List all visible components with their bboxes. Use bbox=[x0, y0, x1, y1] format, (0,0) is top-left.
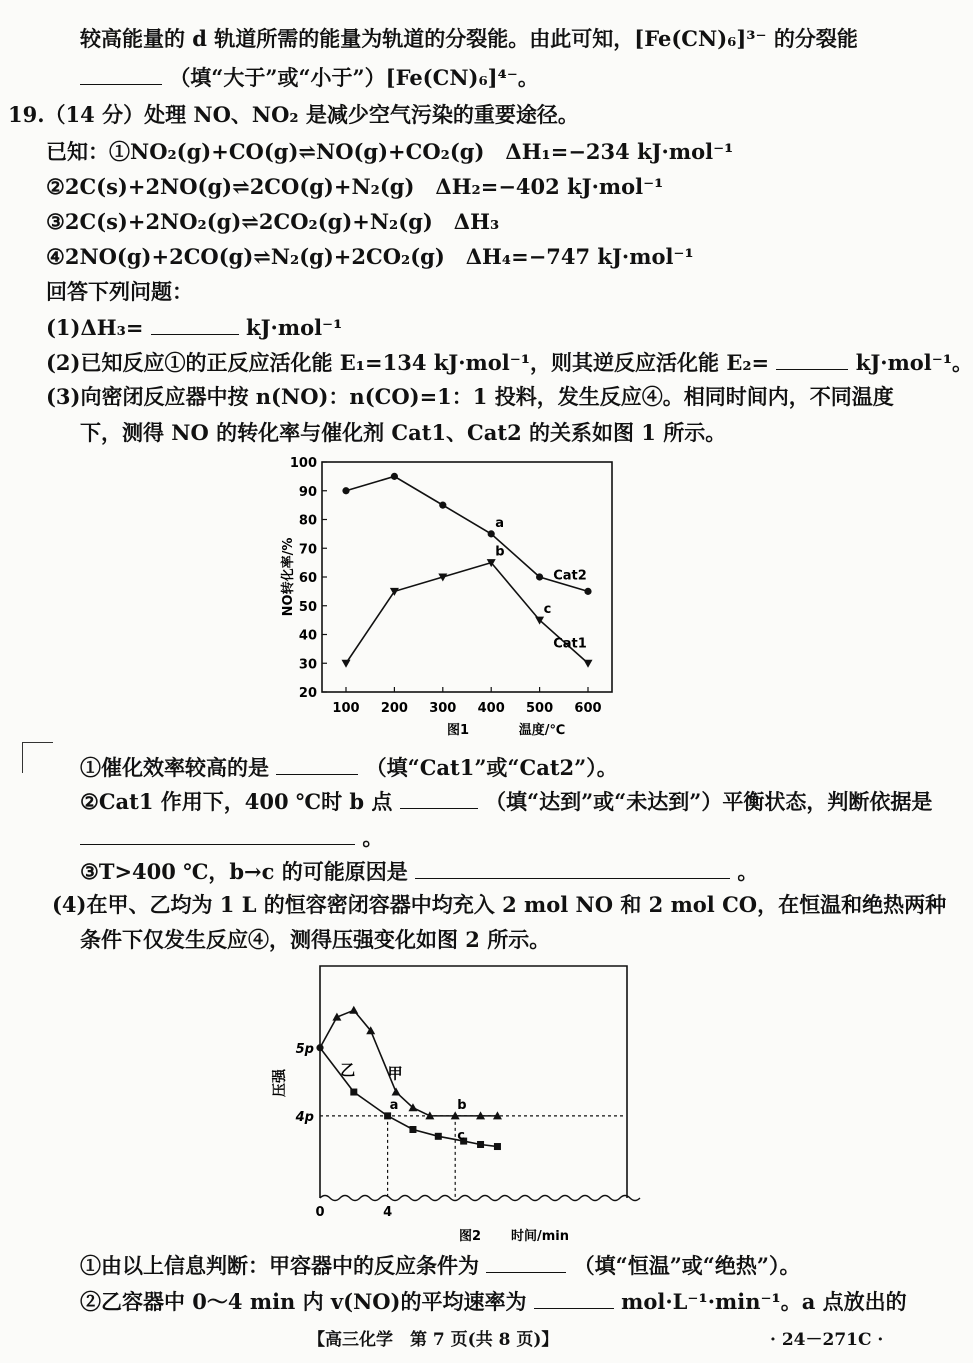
page-footer: 【高三化学 第 7 页(共 8 页)】 bbox=[308, 1330, 559, 1350]
text-span: kJ·mol⁻¹ bbox=[246, 315, 343, 340]
text-line: 回答下列问题： bbox=[46, 279, 193, 304]
answer-blank[interactable] bbox=[80, 62, 162, 85]
question-19-title: 19.（14 分）处理 NO、NO₂ 是减少空气污染的重要途径。 bbox=[8, 102, 579, 127]
x-axis-label: 温度/℃ bbox=[518, 723, 566, 738]
x-tick-label: 4 bbox=[383, 1205, 393, 1220]
data-point bbox=[392, 1088, 401, 1096]
series-label: Cat1 bbox=[553, 636, 587, 652]
data-point bbox=[391, 473, 398, 480]
text-span: ③T>400 ℃，b→c 的可能原因是 bbox=[80, 859, 408, 884]
answer-blank[interactable] bbox=[534, 1286, 614, 1309]
text-span: ①催化效率较高的是 bbox=[80, 755, 269, 780]
answer-blank[interactable] bbox=[486, 1250, 566, 1273]
text-span: （填“Cat1”或“Cat2”）。 bbox=[365, 755, 618, 780]
y-tick-label: 20 bbox=[298, 686, 317, 701]
page-corner-mark bbox=[22, 742, 53, 773]
question-3-3 bbox=[80, 856, 758, 887]
y-tick-label: 60 bbox=[298, 571, 317, 586]
equation-4: ④2NO(g)+2CO(g)⇌N₂(g)+2CO₂(g) ΔH₄=−747 kJ·mol⁻¹ bbox=[46, 244, 694, 269]
answer-blank[interactable] bbox=[80, 822, 355, 845]
data-point bbox=[584, 588, 591, 595]
data-point bbox=[488, 530, 495, 537]
text-span: 。 bbox=[362, 825, 384, 850]
figure-2-chart bbox=[262, 958, 632, 1248]
text-span: 。 bbox=[737, 859, 759, 884]
data-point bbox=[494, 1143, 501, 1150]
x-tick-label: 500 bbox=[526, 701, 554, 716]
text-span: （填“大于”或“小于”）[Fe(CN)₆]⁴⁻。 bbox=[169, 65, 539, 90]
y-tick-label: 50 bbox=[298, 599, 317, 615]
x-tick-label: 300 bbox=[429, 701, 457, 716]
point-label: c bbox=[457, 1128, 465, 1144]
series-line-Cat1 bbox=[346, 563, 588, 664]
point-label: b bbox=[495, 544, 505, 560]
answer-blank[interactable] bbox=[151, 312, 239, 335]
y-tick-label: 70 bbox=[298, 542, 317, 558]
point-label: b bbox=[457, 1097, 467, 1113]
question-2 bbox=[46, 347, 973, 378]
x-tick-label: 600 bbox=[574, 701, 602, 716]
question-1 bbox=[46, 312, 342, 343]
x-tick-label: 200 bbox=[380, 701, 408, 716]
text-span: （填“恒温”或“绝热”）。 bbox=[573, 1253, 801, 1278]
series-line-Cat2 bbox=[346, 476, 588, 591]
figure-1-chart bbox=[280, 452, 630, 742]
text-span: kJ·mol⁻¹。 bbox=[855, 350, 973, 375]
text-span: ②乙容器中 0～4 min 内 v(NO)的平均速率为 bbox=[80, 1289, 527, 1314]
data-point bbox=[584, 660, 593, 668]
question-3: (3)向密闭反应器中按 n(NO)：n(CO)=1：1 投料，发生反应④。相同时间内，不同温度 bbox=[46, 384, 894, 409]
data-point bbox=[439, 502, 446, 509]
x-tick-label: 0 bbox=[315, 1205, 325, 1220]
data-point bbox=[477, 1141, 484, 1148]
answer-blank[interactable] bbox=[276, 752, 358, 775]
equation-2: ②2C(s)+2NO(g)⇌2CO(g)+N₂(g) ΔH₂=−402 kJ·mol⁻¹ bbox=[46, 174, 664, 199]
answer-blank[interactable] bbox=[415, 856, 730, 879]
text-span: ②Cat1 作用下，400 ℃时 b 点 bbox=[80, 789, 393, 814]
text-line: 下，测得 NO 的转化率与催化剂 Cat1、Cat2 的关系如图 1 所示。 bbox=[80, 420, 727, 445]
data-point bbox=[384, 1112, 391, 1119]
y-axis-label: NO转化率/% bbox=[281, 537, 296, 617]
text-span: mol·L⁻¹·min⁻¹。a 点放出的 bbox=[621, 1289, 907, 1314]
y-tick-label: 100 bbox=[289, 456, 317, 471]
paper-code: · 24－271C · bbox=[770, 1330, 884, 1350]
y-tick-label: 5p bbox=[295, 1041, 314, 1057]
plot-frame bbox=[320, 966, 627, 1198]
y-tick-label: 30 bbox=[298, 657, 317, 673]
point-label: c bbox=[543, 602, 552, 618]
start-point bbox=[316, 1044, 323, 1051]
data-point bbox=[536, 573, 543, 580]
y-axis-label: 压强 bbox=[272, 1069, 288, 1097]
text-line: 较高能量的 d 轨道所需的能量为轨道的分裂能。由此可知，[Fe(CN)₆]³⁻ 的分裂能 bbox=[80, 26, 858, 51]
series-label: Cat2 bbox=[553, 568, 587, 584]
x-axis-label: 时间/min bbox=[510, 1229, 570, 1244]
equation-1: 已知：①NO₂(g)+CO(g)⇌NO(g)+CO₂(g) ΔH₁=−234 kJ·mol⁻¹ bbox=[46, 139, 734, 164]
text-span: （填“达到”或“未达到”）平衡状态，判断依据是 bbox=[485, 789, 933, 814]
equation-3: ③2C(s)+2NO₂(g)⇌2CO₂(g)+N₂(g) ΔH₃ bbox=[46, 209, 500, 234]
y-tick-label: 80 bbox=[298, 513, 317, 529]
answer-blank[interactable] bbox=[776, 347, 848, 370]
data-point bbox=[435, 1133, 442, 1140]
series-label: 甲 bbox=[387, 1064, 403, 1083]
y-tick-label: 90 bbox=[298, 484, 317, 500]
text-span: ①由以上信息判断：甲容器中的反应条件为 bbox=[80, 1253, 479, 1278]
data-point bbox=[342, 660, 351, 668]
point-label: a bbox=[495, 515, 504, 531]
figure-caption: 图2 bbox=[458, 1229, 482, 1244]
data-point bbox=[350, 1089, 357, 1096]
text-span: (1)ΔH₃= bbox=[46, 315, 144, 340]
axis-break bbox=[320, 1196, 640, 1201]
x-tick-label: 100 bbox=[332, 701, 360, 716]
text-line bbox=[80, 62, 539, 93]
question-3-1 bbox=[80, 752, 618, 783]
question-4-2 bbox=[80, 1286, 907, 1317]
answer-blank[interactable] bbox=[400, 786, 478, 809]
question-4-1 bbox=[80, 1250, 800, 1281]
series-label: 乙 bbox=[340, 1061, 356, 1079]
data-point bbox=[349, 1006, 358, 1014]
point-label: a bbox=[389, 1097, 399, 1113]
question-4: (4)在甲、乙均为 1 L 的恒容密闭容器中均充入 2 mol NO 和 2 mol CO，在恒温和绝热两种 bbox=[52, 892, 947, 917]
y-tick-label: 4p bbox=[295, 1109, 314, 1125]
figure-caption: 图1 bbox=[446, 723, 470, 738]
text-line bbox=[80, 822, 383, 853]
text-line: 条件下仅发生反应④，测得压强变化如图 2 所示。 bbox=[80, 927, 551, 952]
question-3-2 bbox=[80, 786, 932, 817]
data-point bbox=[409, 1126, 416, 1133]
text-span: (2)已知反应①的正反应活化能 E₁=134 kJ·mol⁻¹，则其逆反应活化能 E₂= bbox=[46, 350, 770, 375]
y-tick-label: 40 bbox=[298, 628, 317, 644]
data-point bbox=[342, 487, 349, 494]
x-tick-label: 400 bbox=[477, 701, 505, 716]
